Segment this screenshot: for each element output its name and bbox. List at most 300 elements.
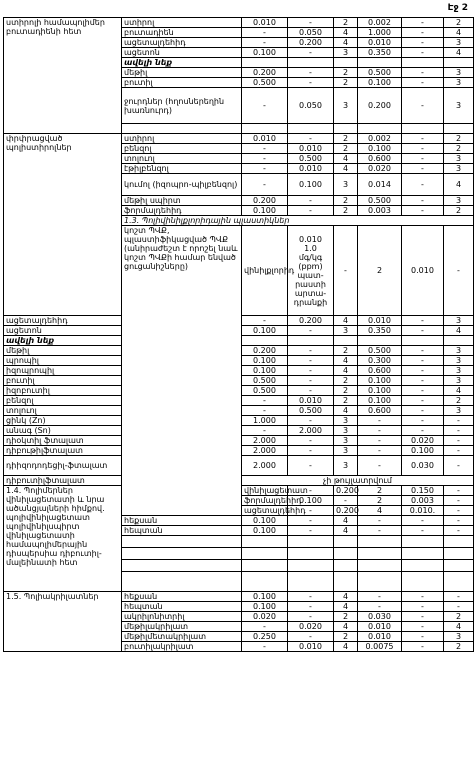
material-name: փրփրացված պոլիստիրոլներ <box>4 134 122 316</box>
value-cell: 0.600 <box>358 154 402 164</box>
value-cell <box>334 572 358 592</box>
substance-name <box>122 124 242 134</box>
value-cell <box>242 124 288 134</box>
value-cell: 0.014 <box>358 174 402 196</box>
value-cell: 0.100 <box>288 496 334 506</box>
value-cell: 2 <box>334 18 358 28</box>
value-cell: - <box>402 68 444 78</box>
value-cell: 0.100 <box>242 366 288 376</box>
substance-name <box>122 548 242 560</box>
value-cell: - <box>288 506 334 516</box>
value-cell: - <box>444 602 474 612</box>
material-name: 1.4. Պոլիմերներ վինիլացետատի և նրա ածանցյալների հիմքով. պոլիվինիլացետատ պոլիվինիլսպիրտ վինիլացետատի համապոլիմերային դիսպերսիա դիբուտիլ-մալեինատի հետ <box>4 486 122 592</box>
value-cell: 2 <box>334 68 358 78</box>
value-cell <box>334 58 358 68</box>
value-cell: - <box>444 416 474 426</box>
value-cell: 3 <box>444 78 474 88</box>
substance-name: ստիրոլ <box>122 134 242 144</box>
value-cell: 0.100 <box>288 174 334 196</box>
value-cell: 0.100 <box>358 376 402 386</box>
value-cell: - <box>288 366 334 376</box>
substance-name: հեքսան <box>122 516 242 526</box>
value-cell: 2 <box>444 144 474 154</box>
value-cell: 0.050 <box>288 28 334 38</box>
value-cell: 0.010 <box>242 18 288 28</box>
value-cell: - <box>402 386 444 396</box>
value-cell: 2 <box>334 134 358 144</box>
value-cell: 0.100 <box>358 144 402 154</box>
requirements-table <box>3 17 474 652</box>
value-cell: - <box>402 632 444 642</box>
value-cell: 0.003 <box>402 496 444 506</box>
value-cell <box>358 536 402 548</box>
value-cell: - <box>288 206 334 216</box>
substance-name: բուտիլակրիլատ <box>122 642 242 652</box>
value-cell: - <box>288 386 334 396</box>
substance-name: հեպտան <box>122 602 242 612</box>
value-cell: - <box>334 496 358 506</box>
substance-name: ացետալդեհիդ <box>4 316 122 326</box>
value-cell: 0.200 <box>242 196 288 206</box>
value-cell: - <box>444 486 474 496</box>
value-cell: 3 <box>444 164 474 174</box>
value-cell: 0.020 <box>402 436 444 446</box>
value-cell: - <box>288 632 334 642</box>
value-cell: - <box>358 602 402 612</box>
value-cell <box>358 572 402 592</box>
value-cell: - <box>358 416 402 426</box>
value-cell: - <box>402 602 444 612</box>
substance-name: կումոլ (իզոպրո-պիլբենզոլ) <box>122 174 242 196</box>
value-cell: 3 <box>334 426 358 436</box>
value-cell: 0.100 <box>242 526 288 536</box>
value-cell: 0.200 <box>334 486 358 496</box>
value-cell: - <box>288 48 334 58</box>
value-cell: 3 <box>334 174 358 196</box>
value-cell: - <box>242 622 288 632</box>
subgroup-heading: ավելի նեք <box>4 336 122 346</box>
value-cell: 4 <box>334 602 358 612</box>
value-cell <box>334 548 358 560</box>
value-cell: 0.050 <box>288 88 334 124</box>
value-cell: 4 <box>444 326 474 336</box>
value-cell: 0.100 <box>242 356 288 366</box>
substance-name: տոլուոլ <box>4 406 122 416</box>
value-cell: - <box>242 144 288 154</box>
substance-name: հեպտան <box>122 526 242 536</box>
value-cell: 3 <box>444 68 474 78</box>
value-cell: - <box>444 526 474 536</box>
value-cell: 3 <box>334 436 358 446</box>
value-cell: 0.010 <box>358 38 402 48</box>
value-cell: 0.030 <box>358 612 402 622</box>
value-cell: 0.002 <box>358 18 402 28</box>
value-cell <box>334 536 358 548</box>
value-cell: 3 <box>334 446 358 456</box>
value-cell: 3 <box>444 316 474 326</box>
value-cell: 4 <box>334 38 358 48</box>
value-cell <box>444 560 474 572</box>
value-cell: - <box>402 396 444 406</box>
value-cell: 0.500 <box>242 386 288 396</box>
value-cell: - <box>288 346 334 356</box>
value-cell: 3 <box>334 88 358 124</box>
value-cell: - <box>402 592 444 602</box>
value-cell: - <box>402 622 444 632</box>
value-cell: 0.200 <box>288 38 334 48</box>
value-cell <box>402 560 444 572</box>
value-cell: 3 <box>444 406 474 416</box>
value-cell: - <box>444 592 474 602</box>
page-number: Էջ 2 <box>447 3 468 13</box>
value-cell: - <box>288 526 334 536</box>
value-cell: 4 <box>334 592 358 602</box>
value-cell: - <box>402 48 444 58</box>
value-cell <box>242 336 288 346</box>
value-cell: - <box>402 426 444 436</box>
value-cell: 0.100 <box>242 516 288 526</box>
value-cell: - <box>288 356 334 366</box>
value-cell <box>288 336 334 346</box>
value-cell: 0.020 <box>358 164 402 174</box>
value-cell: 0.010 1.0 մգ/կգ (ppm) պատ- րաստի արտա- դրանքի <box>288 226 334 316</box>
value-cell: 0.010 <box>242 134 288 144</box>
value-cell <box>444 572 474 592</box>
value-cell: 3 <box>444 154 474 164</box>
value-cell: - <box>288 436 334 446</box>
value-cell: - <box>288 18 334 28</box>
value-cell: 3 <box>444 356 474 366</box>
value-cell: 2 <box>334 386 358 396</box>
value-cell <box>242 58 288 68</box>
value-cell: - <box>358 436 402 446</box>
value-cell: - <box>242 174 288 196</box>
substance-name: էթիլբենզոլ <box>122 164 242 174</box>
value-cell: 0.010 <box>402 226 444 316</box>
value-cell: 2 <box>358 486 402 496</box>
substance-name: ֆորմալդեհիդ <box>122 206 242 216</box>
value-cell: 0.002 <box>358 134 402 144</box>
value-cell: 2 <box>444 612 474 622</box>
value-cell: 4 <box>444 28 474 38</box>
value-cell: 4 <box>334 164 358 174</box>
value-cell: 0.010 <box>358 632 402 642</box>
subgroup-heading: ավելի նեք <box>122 58 242 68</box>
material-name: 1.5. Պոլիակրիլատներ <box>4 592 122 652</box>
value-cell: 3 <box>444 346 474 356</box>
value-cell: 3 <box>444 88 474 124</box>
value-cell: - <box>402 376 444 386</box>
value-cell: 4 <box>334 366 358 376</box>
substance-name: դիբութիլֆտալատ <box>4 446 122 456</box>
value-cell: - <box>402 612 444 622</box>
value-cell: 3 <box>334 416 358 426</box>
value-cell: - <box>402 164 444 174</box>
value-cell: 3 <box>334 456 358 476</box>
value-cell: 0.500 <box>358 346 402 356</box>
value-cell: 2 <box>334 206 358 216</box>
value-cell: - <box>402 526 444 536</box>
value-cell: 4 <box>334 356 358 366</box>
value-cell: 0.200 <box>358 88 402 124</box>
substance-name: բենզոլ <box>4 396 122 406</box>
value-cell: 2.000 <box>242 436 288 446</box>
value-cell: 3 <box>444 376 474 386</box>
value-cell: 0.100 <box>358 78 402 88</box>
substance-name <box>122 572 242 592</box>
value-cell: 0.100 <box>358 386 402 396</box>
substance-name: ֆորմալդեհիդ <box>242 496 288 506</box>
substance-name: անագ (Sn) <box>4 426 122 436</box>
value-cell: - <box>402 416 444 426</box>
value-cell: - <box>402 326 444 336</box>
value-cell: - <box>358 456 402 476</box>
value-cell: - <box>242 154 288 164</box>
substance-name: պրոպիլ <box>4 356 122 366</box>
substance-name <box>122 560 242 572</box>
value-cell: - <box>242 642 288 652</box>
value-cell: 2 <box>334 78 358 88</box>
value-cell: 0.150 <box>402 486 444 496</box>
value-cell: 0.0075 <box>358 642 402 652</box>
value-cell: - <box>288 592 334 602</box>
value-cell: - <box>288 326 334 336</box>
value-cell: 0.100 <box>358 396 402 406</box>
value-cell: 0.010 <box>288 642 334 652</box>
substance-name: ացետալդեհիդ <box>242 506 288 516</box>
substance-name: մեթիլմետակրիլատ <box>122 632 242 642</box>
value-cell <box>402 548 444 560</box>
value-cell: 0.100 <box>242 48 288 58</box>
substance-name: ացետոն <box>122 48 242 58</box>
value-cell <box>334 336 358 346</box>
value-cell <box>402 572 444 592</box>
value-cell: - <box>242 164 288 174</box>
value-cell: - <box>288 376 334 386</box>
value-cell: 0.010 <box>288 396 334 406</box>
value-cell <box>242 536 288 548</box>
value-cell: - <box>444 516 474 526</box>
value-cell: - <box>402 346 444 356</box>
value-cell <box>402 536 444 548</box>
value-cell: - <box>402 366 444 376</box>
value-cell: - <box>402 642 444 652</box>
substance-name: իզոբուտիլ <box>4 386 122 396</box>
value-cell: - <box>288 456 334 476</box>
value-cell: 2 <box>334 612 358 622</box>
value-cell: 0.200 <box>242 68 288 78</box>
value-cell: 2 <box>358 226 402 316</box>
value-cell: 0.350 <box>358 326 402 336</box>
value-cell <box>358 124 402 134</box>
value-cell: 4 <box>334 154 358 164</box>
substance-name: բուտադիեն <box>122 28 242 38</box>
value-cell: 0.250 <box>242 632 288 642</box>
value-cell: 2 <box>444 642 474 652</box>
value-cell: 2 <box>444 134 474 144</box>
value-cell: - <box>334 226 358 316</box>
value-cell: - <box>288 612 334 622</box>
value-cell: 2 <box>334 632 358 642</box>
substance-name: ստիրոլ <box>122 18 242 28</box>
value-cell: - <box>242 396 288 406</box>
value-cell: 4 <box>334 642 358 652</box>
substance-name: հեքսան <box>122 592 242 602</box>
value-cell: - <box>402 196 444 206</box>
substance-name: իզոպրոպիլ <box>4 366 122 376</box>
value-cell: - <box>242 38 288 48</box>
substance-name: դիիզոդոդեցիլ-ֆտալատ <box>4 456 122 476</box>
substance-name: ացետալդեհիդ <box>122 38 242 48</box>
value-cell: - <box>358 592 402 602</box>
substance-name: բուտիլ <box>122 78 242 88</box>
value-cell: 3 <box>444 632 474 642</box>
value-cell: 0.100 <box>242 326 288 336</box>
value-cell: 2.000 <box>288 426 334 436</box>
value-cell: 4 <box>334 622 358 632</box>
table-row <box>4 134 474 144</box>
value-cell: 3 <box>444 38 474 48</box>
value-cell: 0.020 <box>242 612 288 622</box>
value-cell: - <box>402 18 444 28</box>
value-cell <box>358 548 402 560</box>
substance-name: դիբուտիլֆտալատ <box>4 476 122 486</box>
value-cell: 0.350 <box>358 48 402 58</box>
value-cell: 3 <box>444 196 474 206</box>
substance-name: վինիլացետատ <box>242 486 288 496</box>
value-cell: - <box>444 506 474 516</box>
value-cell <box>288 548 334 560</box>
material-name: ստիրոլի համապոլիմեր բուտադիենի հետ <box>4 18 122 134</box>
value-cell: - <box>444 436 474 446</box>
value-cell: 1.000 <box>358 28 402 38</box>
value-cell: - <box>402 144 444 154</box>
value-cell: 4 <box>334 316 358 326</box>
value-cell: 0.600 <box>358 406 402 416</box>
value-cell: 0.300 <box>358 356 402 366</box>
value-cell: 2.000 <box>242 446 288 456</box>
value-cell <box>444 548 474 560</box>
value-cell: - <box>242 406 288 416</box>
value-cell: 2 <box>334 144 358 154</box>
value-cell: - <box>242 28 288 38</box>
value-cell: - <box>242 316 288 326</box>
value-cell: - <box>242 88 288 124</box>
value-cell: - <box>402 206 444 216</box>
value-cell: - <box>358 426 402 436</box>
value-cell: - <box>288 416 334 426</box>
substance-name: ացետոն <box>4 326 122 336</box>
value-cell: - <box>402 516 444 526</box>
substance-name: բուտիլ <box>4 376 122 386</box>
substance-name <box>122 536 242 548</box>
value-cell: 2 <box>334 346 358 356</box>
value-cell: 0.500 <box>288 406 334 416</box>
value-cell: 2 <box>444 396 474 406</box>
substance-name: ցինկ (Zn) <box>4 416 122 426</box>
value-cell <box>334 124 358 134</box>
value-cell <box>358 58 402 68</box>
substance-name: մեթիլ <box>4 346 122 356</box>
value-cell: - <box>288 602 334 612</box>
value-cell: - <box>288 134 334 144</box>
value-cell: 0.010. <box>402 506 444 516</box>
value-cell: 4 <box>334 516 358 526</box>
document-body <box>3 17 473 652</box>
value-cell: 0.020 <box>288 622 334 632</box>
value-cell: 2 <box>334 196 358 206</box>
value-cell: - <box>402 88 444 124</box>
value-cell: - <box>402 134 444 144</box>
value-cell <box>444 336 474 346</box>
value-cell: - <box>444 426 474 436</box>
substance-name: մեթիլակրիլատ <box>122 622 242 632</box>
value-cell: - <box>444 446 474 456</box>
value-cell: 4 <box>444 622 474 632</box>
value-cell: - <box>402 406 444 416</box>
material-name: կոշտ ՊՎՔ, պլաստիֆիկացված ՊՎՔ (անիրաժեշտ է որոշել նաև կոշտ ՊՎՔի համար ենված ցուցանիշները) <box>122 226 242 516</box>
value-cell <box>242 572 288 592</box>
value-cell <box>444 124 474 134</box>
value-cell: - <box>242 426 288 436</box>
value-cell: 3 <box>444 366 474 376</box>
value-cell: - <box>288 486 334 496</box>
value-cell: 4 <box>334 28 358 38</box>
value-cell: 2 <box>444 18 474 28</box>
value-cell: 4 <box>444 174 474 196</box>
value-cell: - <box>288 196 334 206</box>
value-cell: - <box>402 38 444 48</box>
value-cell <box>444 536 474 548</box>
value-cell: 4 <box>444 48 474 58</box>
value-cell: 0.500 <box>288 154 334 164</box>
substance-name: դիօկտիլ ֆտալատ <box>4 436 122 446</box>
value-cell: 0.030 <box>402 456 444 476</box>
value-cell: - <box>402 356 444 366</box>
value-cell <box>288 124 334 134</box>
value-cell: - <box>402 174 444 196</box>
value-cell <box>358 336 402 346</box>
value-cell: 4 <box>334 526 358 536</box>
value-cell <box>288 58 334 68</box>
value-cell: - <box>288 78 334 88</box>
value-cell: 0.010 <box>358 316 402 326</box>
value-cell: 2 <box>334 396 358 406</box>
value-cell: 0.003 <box>358 206 402 216</box>
value-cell: - <box>358 446 402 456</box>
table-row <box>4 592 474 602</box>
value-cell <box>242 560 288 572</box>
value-cell: - <box>402 78 444 88</box>
value-cell: 0.500 <box>358 68 402 78</box>
value-cell <box>288 572 334 592</box>
value-cell: - <box>402 316 444 326</box>
value-cell: - <box>444 456 474 476</box>
value-cell: 0.100 <box>242 206 288 216</box>
value-cell: 2.000 <box>242 456 288 476</box>
value-cell: 0.010 <box>358 622 402 632</box>
value-cell: 4 <box>334 406 358 416</box>
value-cell <box>444 58 474 68</box>
value-cell: 0.100 <box>402 446 444 456</box>
value-cell: - <box>288 516 334 526</box>
value-cell: 0.100 <box>242 602 288 612</box>
value-cell: - <box>402 154 444 164</box>
value-cell: 2 <box>334 376 358 386</box>
value-cell: 0.500 <box>242 376 288 386</box>
value-cell: 2 <box>358 496 402 506</box>
value-cell: - <box>288 68 334 78</box>
